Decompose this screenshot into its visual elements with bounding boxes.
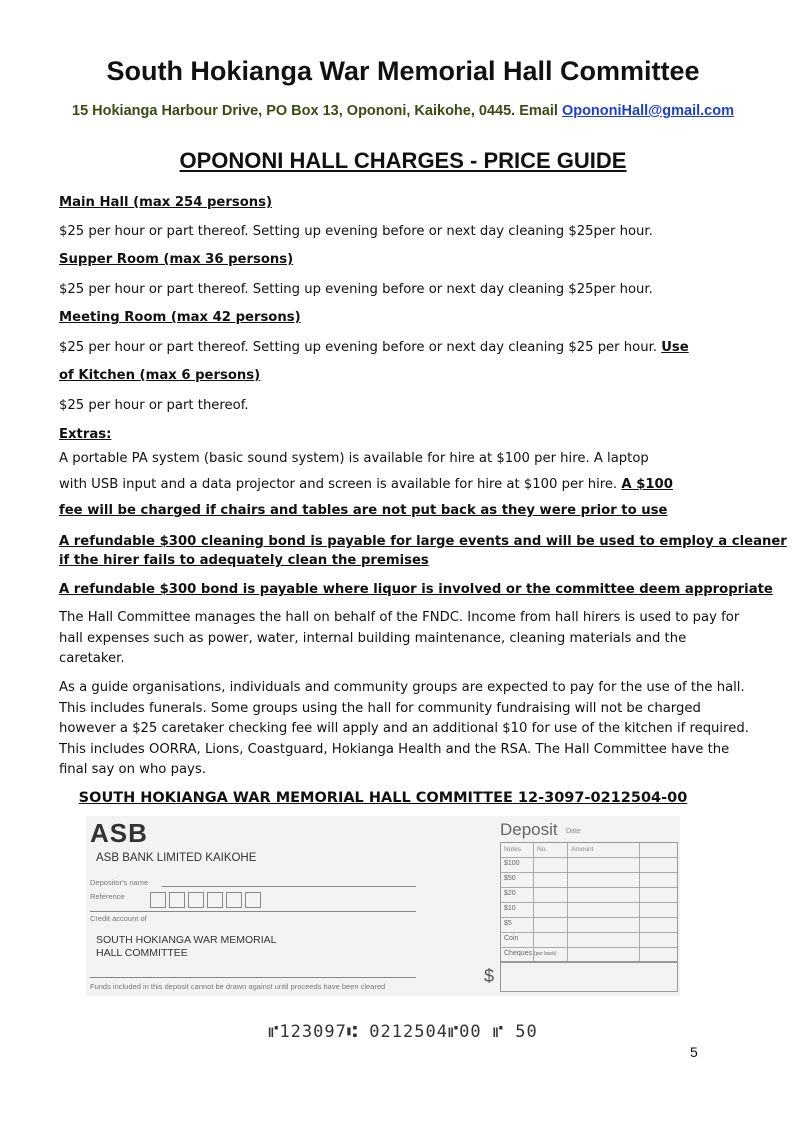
paragraph-guide: As a guide organisations, individuals and community groups are expected to pay for the use of the hall. This includes funerals. Some groups using the hall for community fundraising will not be charged however a $25 caretaker checking fee will apply and an additional $10 for use of the kitchen if required. This includes OORRA, Lions, Coastguard, Hokianga Health and the RSA. The Hall Committee have the final say on who pays. [59,680,749,777]
meeting-room-label: Meeting Room (max 42 persons) [59,310,301,325]
extras-line-2 [59,477,673,492]
den-100: $100 [504,860,520,867]
col-amount: Amount [571,846,594,853]
supper-room-label: Supper Room (max 36 persons) [59,252,294,267]
account-number-line: SOUTH HOKIANGA WAR MEMORIAL HALL COMMITTEE 12-3097-0212504-00 [78,790,688,806]
total-box [500,962,678,992]
extras-label: Extras: [59,427,112,442]
asb-logo: ASB [90,818,148,848]
cleaning-bond-line-2 [59,553,429,568]
main-hall-label: Main Hall (max 254 persons) [59,195,273,210]
dollar-sign: $ [484,966,495,986]
date-label: Date [566,828,581,835]
col-no: No. [537,846,548,853]
document-title: South Hokianga War Memorial Hall Committee [106,56,700,86]
den-50: $50 [504,875,516,882]
deposit-title: Deposit [500,820,558,839]
liquor-bond: A refundable $300 bond is payable where liquor is involved or the committee deem appropriate [59,582,773,597]
extras-line-3: fee will be charged if chairs and tables are not put back as they were prior to use [59,503,668,518]
payee-line-1: SOUTH HOKIANGA WAR MEMORIAL [96,934,277,946]
funds-note: Funds included in this deposit cannot be drawn against until proceeds have been cleared [90,982,386,991]
reference-line [90,911,416,912]
den-10: $10 [504,905,516,912]
col-notes: Notes [504,846,521,853]
depositor-label: Depositor's name [90,878,149,887]
price-guide-heading: OPONONI HALL CHARGES - PRICE GUIDE [179,148,627,173]
bank-name: ASB BANK LIMITED KAIKOHE [96,852,257,864]
meeting-room-text: $25 per hour or part thereof. Setting up evening before or next day cleaning $25 per hour. [59,340,657,355]
payee-line-2: HALL COMMITTEE [96,947,188,959]
extras-line-2-text: with USB input and a data projector and screen is available for hire at $100 per hire. [59,477,618,492]
den-5: $5 [504,920,512,927]
credit-label: Credit account of [90,914,147,923]
depositor-line [162,886,416,887]
den-20: $20 [504,890,516,897]
micr-code: ⑈123097⑆ 0212504⑈00 ⑈ 50 [268,1022,538,1042]
email-link[interactable]: OpononiHall@gmail.com [561,103,734,119]
den-cheques [504,950,557,957]
reference-label: Reference [90,892,125,901]
reference-boxes [150,892,264,908]
paragraph-committee: The Hall Committee manages the hall on behalf of the FNDC. Income from hall hirers is used to pay for hall expenses such as power, water, internal building maintenance, cleaning materials and the caretaker. [59,610,740,666]
cheques-note: (per back) [533,951,557,957]
main-hall-text: $25 per hour or part thereof. Setting up evening before or next day cleaning $25per hour. [59,224,653,239]
cleaning-bond-rest: the hirer fails to adequately clean the premises [73,553,429,568]
deposit-grid [500,842,678,962]
meeting-room-line [59,340,689,355]
kitchen-text: $25 per hour or part thereof. [59,398,249,413]
deposit-slip [86,816,680,996]
cleaning-bond-line-1: A refundable $300 cleaning bond is payable for large events and will be used to employ a cleaner [59,534,787,549]
address-line [0,103,806,119]
payee-name [96,934,276,960]
den-coin: Coin [504,935,519,942]
kitchen-label: of Kitchen (max 6 persons) [59,368,261,383]
den-cheques-label: Cheques [504,950,533,957]
address-text: 15 Hokianga Harbour Drive, PO Box 13, Opononi, Kaikohe, 0445. Email [72,103,558,119]
extras-line-1: A portable PA system (basic sound system) is available for hire at $100 per hire. A laptop [59,451,649,466]
use-label: Use [661,340,689,355]
extras-line-2-bold: A $100 [621,477,673,492]
supper-room-text: $25 per hour or part thereof. Setting up evening before or next day cleaning $25per hour. [59,282,653,297]
payee-line [90,977,416,978]
page-number: 5 [690,1044,698,1060]
cleaning-bond-if: if [59,553,70,568]
